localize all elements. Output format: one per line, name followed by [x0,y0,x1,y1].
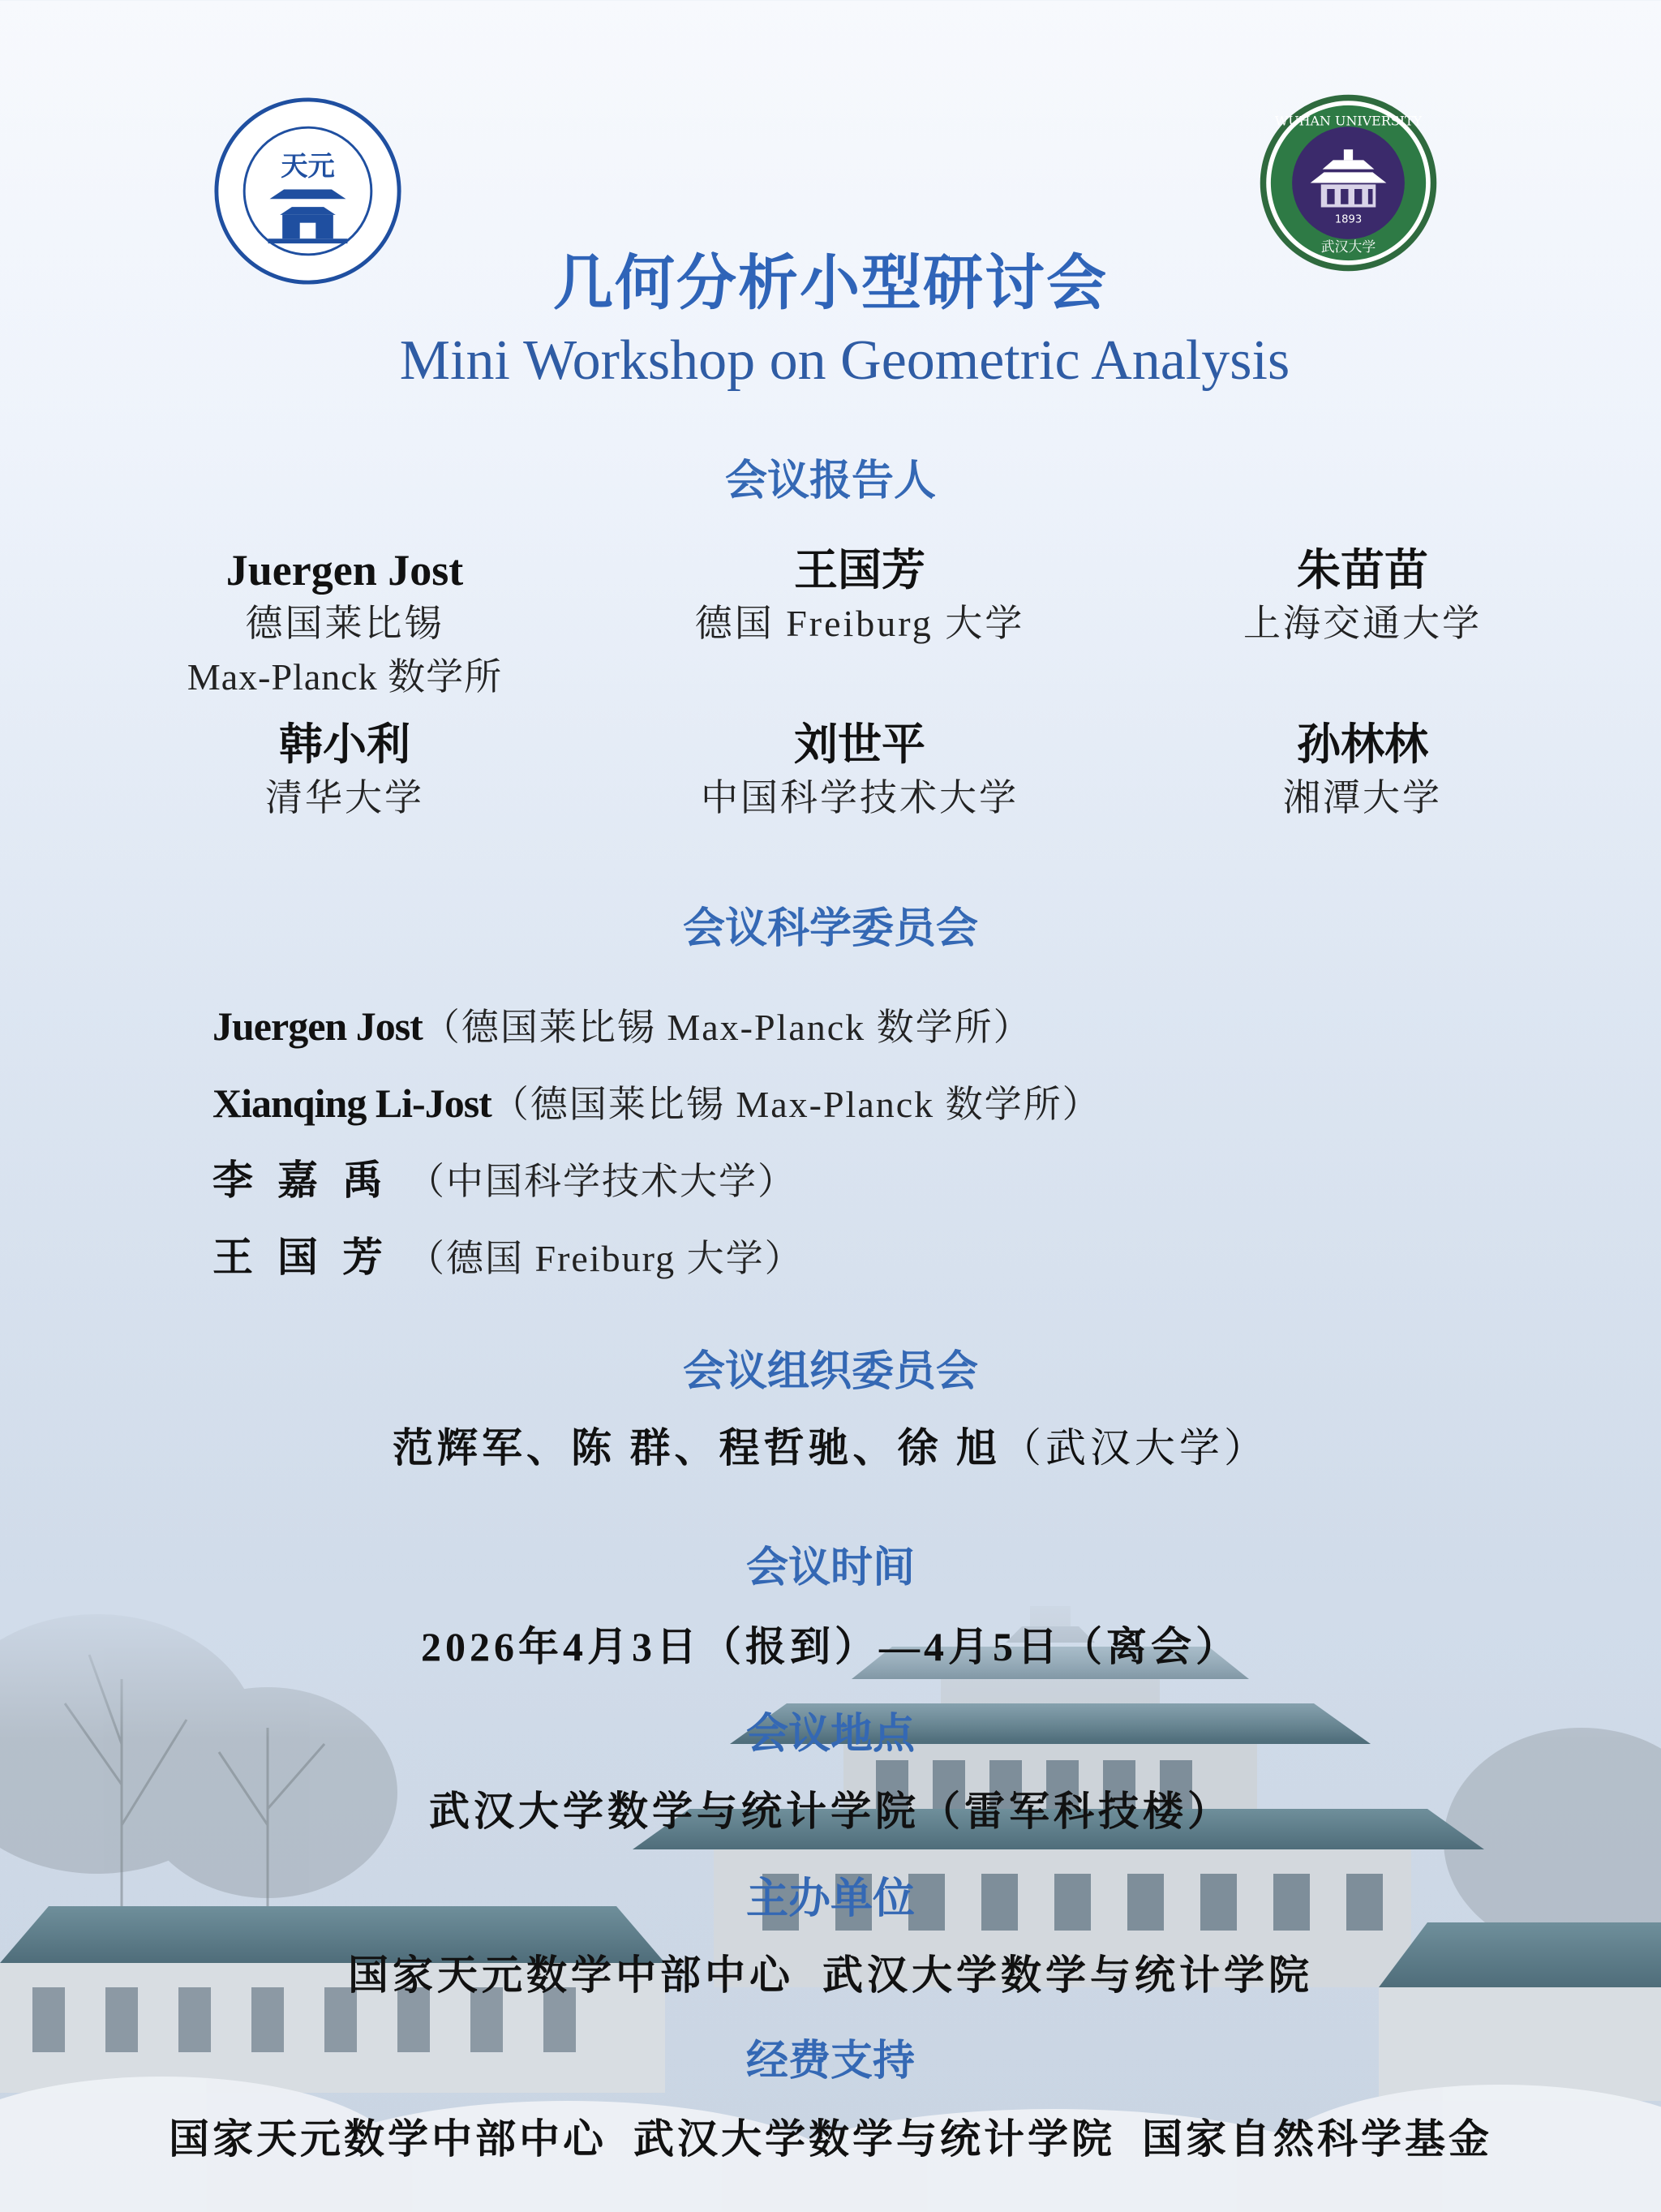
venue-heading: 会议地点 [745,1710,915,1759]
venue-text: 武汉大学数学与统计学院（雷军科技楼） [429,1789,1232,1834]
svg-text:1893: 1893 [1334,213,1363,226]
time-text: 2026年4月3日（报到）—4月5日（离会） [421,1624,1240,1669]
member-name: Xianqing Li-Jost [212,1080,491,1126]
speaker-card [138,543,552,704]
speaker-name: 朱苗苗 [1297,546,1428,595]
svg-text:武汉大学: 武汉大学 [1320,238,1376,255]
member-affiliation: （德国 Freiburg 大学） [407,1238,804,1279]
member-affiliation: （德国莱比锡 Max-Planck 数学所） [491,1084,1101,1125]
member-name: 李嘉禹 [212,1158,407,1203]
committee-member [212,1075,1101,1132]
member-affiliation: （德国莱比锡 Max-Planck 数学所） [422,1007,1032,1048]
title-english: Mini Workshop on Geometric Analysis [399,329,1290,392]
committee-member [212,998,1032,1054]
speaker-name: 刘世平 [794,720,925,769]
host-text: 国家天元数学中部中心 武汉大学数学与统计学院 [348,1952,1313,1998]
member-name: 王国芳 [212,1235,407,1280]
speaker-affiliation: Max-Planck 数学所 [187,656,503,698]
title-chinese: 几何分析小型研讨会 [553,248,1108,318]
committee-member [212,1152,796,1209]
speaker-card [138,718,552,825]
speaker-affiliation: 上海交通大学 [1243,603,1482,644]
host-heading: 主办单位 [745,1875,915,1923]
speaker-name: 韩小利 [279,720,410,769]
member-affiliation: （中国科学技术大学） [407,1161,796,1202]
organizer-affiliation: （武汉大学） [1001,1425,1268,1471]
member-name: Juergen Jost [212,1003,423,1049]
speakers-heading: 会议报告人 [724,457,936,505]
speaker-name: 孙林林 [1297,720,1428,769]
speaker-affiliation: 德国莱比锡 [245,603,444,644]
funding-text: 国家天元数学中部中心 武汉大学数学与统计学院 国家自然科学基金 [169,2116,1492,2162]
organizing-committee-members [0,1415,1661,1474]
speaker-affiliation: 湘潭大学 [1283,777,1442,818]
committee-member [212,1229,804,1286]
speaker-card [657,543,1062,651]
scientific-committee-heading: 会议科学委员会 [682,904,978,953]
speaker-affiliation: 德国 Freiburg 大学 [694,603,1025,644]
funding-heading: 经费支持 [745,2037,915,2085]
organizing-committee-heading: 会议组织委员会 [682,1347,978,1396]
organizer-names: 范辉军、陈 群、程哲驰、徐 旭 [393,1425,1001,1471]
time-heading: 会议时间 [745,1544,915,1592]
svg-text:天元: 天元 [281,149,335,182]
speaker-name: Juergen Jost [225,546,464,595]
speaker-name: 王国芳 [794,546,925,595]
speaker-card [657,718,1062,825]
speaker-affiliation: 清华大学 [265,777,424,818]
speaker-card [1160,718,1565,825]
speaker-affiliation: 中国科学技术大学 [701,777,1019,818]
speaker-card [1160,543,1565,651]
svg-text:WUHAN UNIVERSITY: WUHAN UNIVERSITY [1274,113,1423,129]
